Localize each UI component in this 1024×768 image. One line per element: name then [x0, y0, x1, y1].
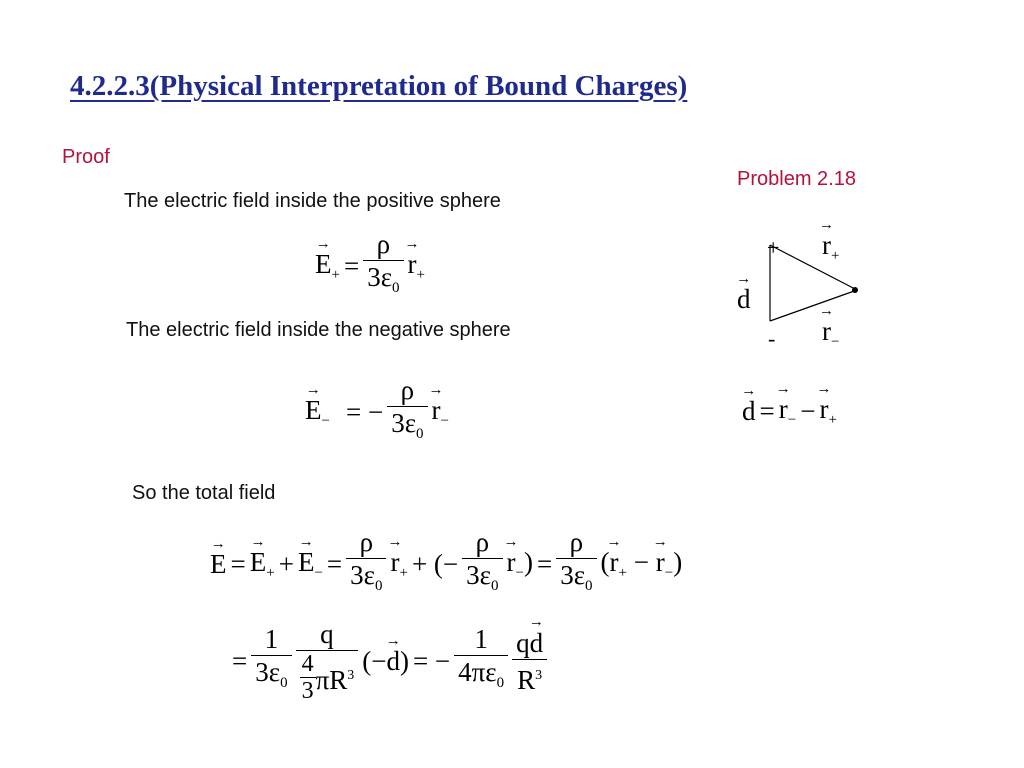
equation-d: → d = → $r_-$ − → $r_+$	[740, 394, 839, 429]
r-plus-label: → $r_+$	[822, 230, 839, 265]
equation-e-plus: → $E_+$ = $\frac{\rho}{3\varepsilon_0}$ → $r_+$	[313, 228, 427, 304]
proof-label: Proof	[62, 146, 110, 168]
plus-sign: +	[767, 235, 780, 260]
d-vector-label: → d	[737, 284, 751, 315]
problem-label: Problem 2.18	[737, 168, 856, 190]
equation-e-minus: → $E_-$ = − $\frac{\rho}{3\varepsilon_0}$ → $r_-$	[303, 374, 451, 450]
page-title: 4.2.2.3(Physical Interpretation of Bound Charges)	[70, 70, 688, 102]
field-point	[852, 287, 858, 293]
r-minus-line	[770, 290, 857, 321]
equation-total-1: → E = → $E_+$ + → $E_-$ = $\frac{\rho}{3\varepsilon_0}$ → $r_+$ + (− $\frac{\rho}{3\varepsilon_0}$ → $r_-$) = $\frac{\rho}{3\varepsilon_0}$ (→ $r_+$ − → $r_-$)	[208, 526, 684, 602]
positive-sphere-text: The electric field inside the positive sphere	[124, 190, 501, 212]
minus-sign: -	[768, 326, 776, 351]
dipole-diagram	[730, 225, 880, 355]
equation-total-2: = $\frac{1}{3\varepsilon_0}$ q $\frac{4}{3}$ $\pi R^3$ (−→ d) = − $\frac{1}{4\pi\varepsilon_0}$ $\frac{q\to d}{R^3}$	[230, 618, 549, 704]
r-minus-label: → $r_-$	[822, 316, 839, 351]
r-plus-line	[770, 245, 857, 290]
negative-sphere-text: The electric field inside the negative sphere	[126, 319, 511, 341]
total-field-text: So the total field	[132, 482, 276, 504]
